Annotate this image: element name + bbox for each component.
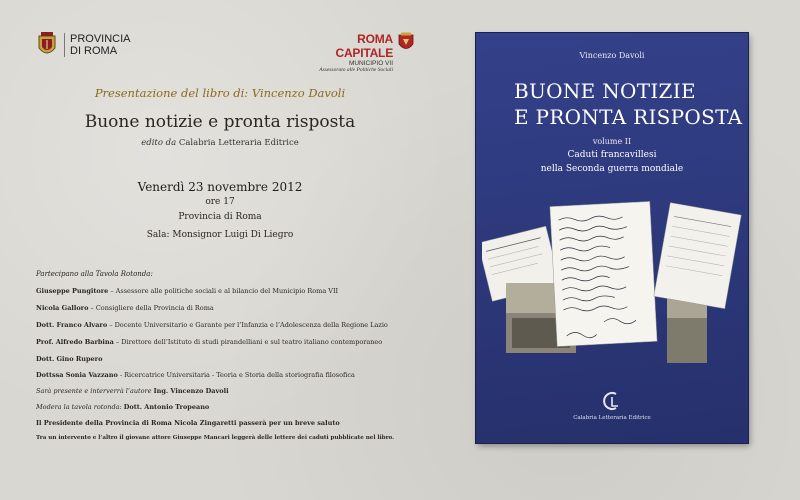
- participant-name: Dott. Gino Rupero: [36, 355, 103, 363]
- event-time: ore 17: [205, 197, 235, 207]
- cover-volume: volume II: [592, 137, 632, 146]
- book-title: Buone notizie e pronta risposta: [84, 112, 356, 132]
- moderator-prefix: Modera la tavola rotonda:: [36, 403, 122, 411]
- participant-item: [36, 321, 388, 329]
- provincia-logo: [36, 30, 131, 60]
- cover-letters-collage: [482, 193, 742, 383]
- closing-name: Giuseppe Mancari: [172, 435, 230, 441]
- cover-author: Vincenzo Davoli: [579, 51, 645, 60]
- provincia-name: [64, 33, 131, 57]
- cover-publisher: Calabria Letteraria Editrice: [573, 415, 651, 421]
- roma-capitale-logo: [300, 32, 415, 73]
- participant-name: Dott. Franco Alvaro: [36, 321, 108, 329]
- event-room: Sala: Monsignor Luigi Di Liegro: [146, 230, 294, 240]
- publisher-prefix: edito da: [141, 138, 177, 148]
- participant-role: – Direttore dell’Istituto di studi pirandelliani e sul teatro italiano contemporaneo: [113, 338, 383, 346]
- participant-item: [36, 287, 338, 295]
- author-line: [36, 387, 229, 395]
- participant-name: Giuseppe Pungitore: [36, 287, 109, 295]
- author-name: Ing. Vincenzo Davoli: [153, 387, 229, 395]
- president-line: Il Presidente della Provincia di Roma Nicola Zingaretti passerà per un breve saluto: [36, 419, 340, 427]
- municipio-label: MUNICIPIO VII: [348, 60, 393, 67]
- publisher-logo-icon: [599, 391, 625, 411]
- moderator-name: Dott. Antonio Tropeano: [123, 403, 210, 411]
- closing-suffix: leggerà delle lettere dei caduti pubblicate nel libro.: [231, 435, 395, 441]
- participant-item: [36, 355, 102, 363]
- author-prefix: Sarà presente e interverrà l’autore: [36, 387, 152, 395]
- publisher-name: Calabria Letteraria Editrice: [178, 138, 299, 148]
- participant-name: Dottssa Sonia Vazzano: [36, 371, 118, 379]
- closing-prefix: Tra un intervento e l’altro il giovane attore: [36, 435, 171, 441]
- event-venue: Provincia di Roma: [178, 212, 262, 222]
- moderator-line: [36, 403, 209, 411]
- participant-role: - Ricercatrice Universitaria - Teoria e Storia della storiografia filosofica: [117, 371, 355, 379]
- roma-capitale-title: ROMA CAPITALE: [335, 32, 393, 60]
- participant-role: – Docente Universitario e Garante per l’Infanzia e l’Adolescenza della Regione Lazio: [107, 321, 388, 329]
- cover-title-line2: E PRONTA RISPOSTA: [514, 105, 743, 129]
- presentation-line: Presentazione del libro di: Vincenzo Davoli: [94, 86, 346, 100]
- cover-subtitle-line2: nella Seconda guerra mondiale: [540, 164, 684, 174]
- participant-role: – Consigliere della Provincia di Roma: [88, 304, 214, 312]
- participant-item: [36, 338, 382, 346]
- provincia-crest-icon: [36, 30, 58, 60]
- participants-heading: Partecipano alla Tavola Rotonda:: [36, 270, 153, 278]
- book-cover: [476, 33, 748, 443]
- provincia-line1: PROVINCIA: [70, 33, 131, 45]
- event-date: Venerdì 23 novembre 2012: [137, 180, 303, 194]
- cover-title-line1: BUONE NOTIZIE: [514, 79, 696, 103]
- publisher-line: [0, 138, 440, 148]
- participant-name: Nicola Galloro: [36, 304, 89, 312]
- participant-item: [36, 304, 214, 312]
- cover-subtitle-line1: Caduti francavillesi: [567, 150, 657, 160]
- participant-name: Prof. Alfredo Barbina: [36, 338, 114, 346]
- participant-role: – Assessore alle politiche sociali e al bilancio del Municipio Roma VII: [108, 287, 339, 295]
- participant-item: [36, 371, 355, 379]
- provincia-line2: DI ROMA: [70, 45, 118, 57]
- closing-line: [36, 435, 394, 441]
- roma-shield-icon: [397, 32, 415, 54]
- assessorato-label: Assessorato alle Politiche Sociali: [319, 67, 393, 73]
